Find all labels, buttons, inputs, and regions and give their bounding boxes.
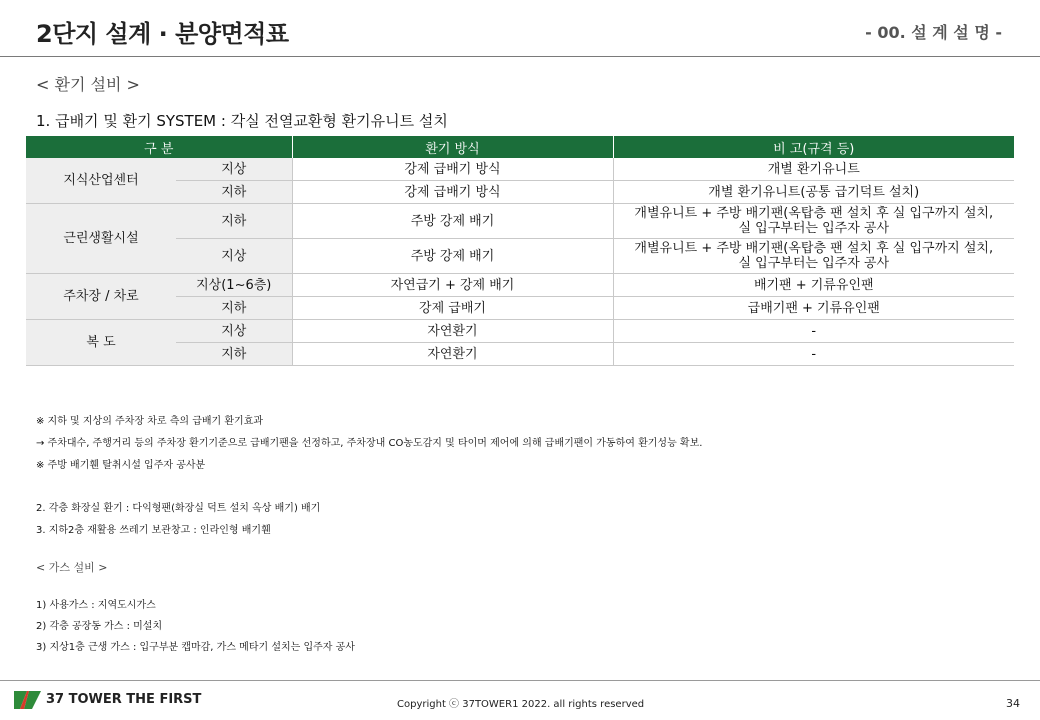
column-header-method: 환기 방식 (292, 136, 613, 158)
remark-line: 실 입구부터는 입주자 공사 (738, 221, 890, 236)
ventilation-heading: 1. 급배기 및 환기 SYSTEM : 각실 전열교환형 환기유니트 설치 (36, 112, 448, 130)
table-row (26, 274, 1014, 297)
method-cell: 자연환기 (292, 320, 613, 343)
sub-cell: 지상 (176, 320, 292, 343)
group-cell: 근린생활시설 (26, 204, 176, 274)
list-item: 3. 지하2층 재활용 쓰레기 보관창고 : 인라인형 배기휀 (36, 525, 271, 536)
remark-cell: 개별 환기유니트(공통 급기덕트 설치) (613, 181, 1014, 204)
remark-cell: - (613, 343, 1014, 366)
remark-cell: 개별 환기유니트 (613, 158, 1014, 181)
list-item: 1) 사용가스 : 지역도시가스 (36, 600, 156, 611)
brand-name: 37 TOWER THE FIRST (46, 692, 202, 707)
note-text: ※ 주방 배기휀 탈취시설 입주자 공사분 (36, 460, 206, 471)
copyright-text: Copyright ⓒ 37TOWER1 2022. all rights reserved (397, 699, 645, 710)
group-cell: 복 도 (26, 320, 176, 366)
brand-logo-icon (14, 689, 42, 711)
remark-cell: 급배기팬 + 기류유인팬 (613, 297, 1014, 320)
remark-cell (613, 239, 1014, 274)
method-cell: 주방 강제 배기 (292, 204, 613, 239)
remark-cell (613, 204, 1014, 239)
table-row (26, 158, 1014, 181)
table-row (26, 320, 1014, 343)
column-header-remark: 비 고(규격 등) (613, 136, 1014, 158)
remark-line: 개별유니트 + 주방 배기팬(옥탑층 팬 설치 후 실 입구까지 설치, (634, 241, 994, 256)
list-item: 3) 지상1층 근생 가스 : 입구부분 캡마감, 가스 메타기 설치는 입주자 공사 (36, 642, 355, 653)
method-cell: 강제 급배기 방식 (292, 158, 613, 181)
page-title: 2단지 설계 · 분양면적표 (36, 20, 289, 48)
sub-cell: 지상 (176, 239, 292, 274)
note-text: → 주차대수, 주행거리 등의 주차장 환기기준으로 급배기팬을 선정하고, 주차장내 CO농도감지 및 타이머 제어에 의해 급배기팬이 가동하여 환기성능 확보. (36, 438, 703, 449)
method-cell: 자연환기 (292, 343, 613, 366)
list-item: 2) 각층 공장동 가스 : 미설치 (36, 621, 163, 632)
remark-cell: - (613, 320, 1014, 343)
sub-cell: 지하 (176, 343, 292, 366)
ventilation-table (26, 136, 1014, 366)
header-divider (0, 56, 1040, 57)
group-cell: 지식산업센터 (26, 158, 176, 204)
method-cell: 주방 강제 배기 (292, 239, 613, 274)
sub-cell: 지상(1~6층) (176, 274, 292, 297)
gas-subtitle: < 가스 설비 > (36, 561, 108, 574)
remark-line: 개별유니트 + 주방 배기팬(옥탑층 팬 설치 후 실 입구까지 설치, (634, 206, 994, 221)
remark-line: 실 입구부터는 입주자 공사 (738, 256, 890, 271)
method-cell: 강제 급배기 방식 (292, 181, 613, 204)
group-cell: 주차장 / 차로 (26, 274, 176, 320)
column-header-category: 구 분 (26, 136, 292, 158)
page-number: 34 (1006, 697, 1020, 710)
sub-cell: 지하 (176, 204, 292, 239)
method-cell: 강제 급배기 (292, 297, 613, 320)
sub-cell: 지하 (176, 297, 292, 320)
list-item: 2. 각층 화장실 환기 : 다익형팬(화장실 덕트 설치 옥상 배기) 배기 (36, 503, 321, 514)
method-cell: 자연급기 + 강제 배기 (292, 274, 613, 297)
table-row (26, 204, 1014, 239)
remark-cell: 배기팬 + 기류유인팬 (613, 274, 1014, 297)
note-text: ※ 지하 및 지상의 주차장 차로 측의 급배기 환기효과 (36, 416, 264, 427)
ventilation-subtitle: < 환기 설비 > (36, 75, 140, 94)
sub-cell: 지하 (176, 181, 292, 204)
sub-cell: 지상 (176, 158, 292, 181)
footer-divider (0, 680, 1040, 681)
section-label: - 00. 설 계 설 명 - (865, 23, 1002, 42)
